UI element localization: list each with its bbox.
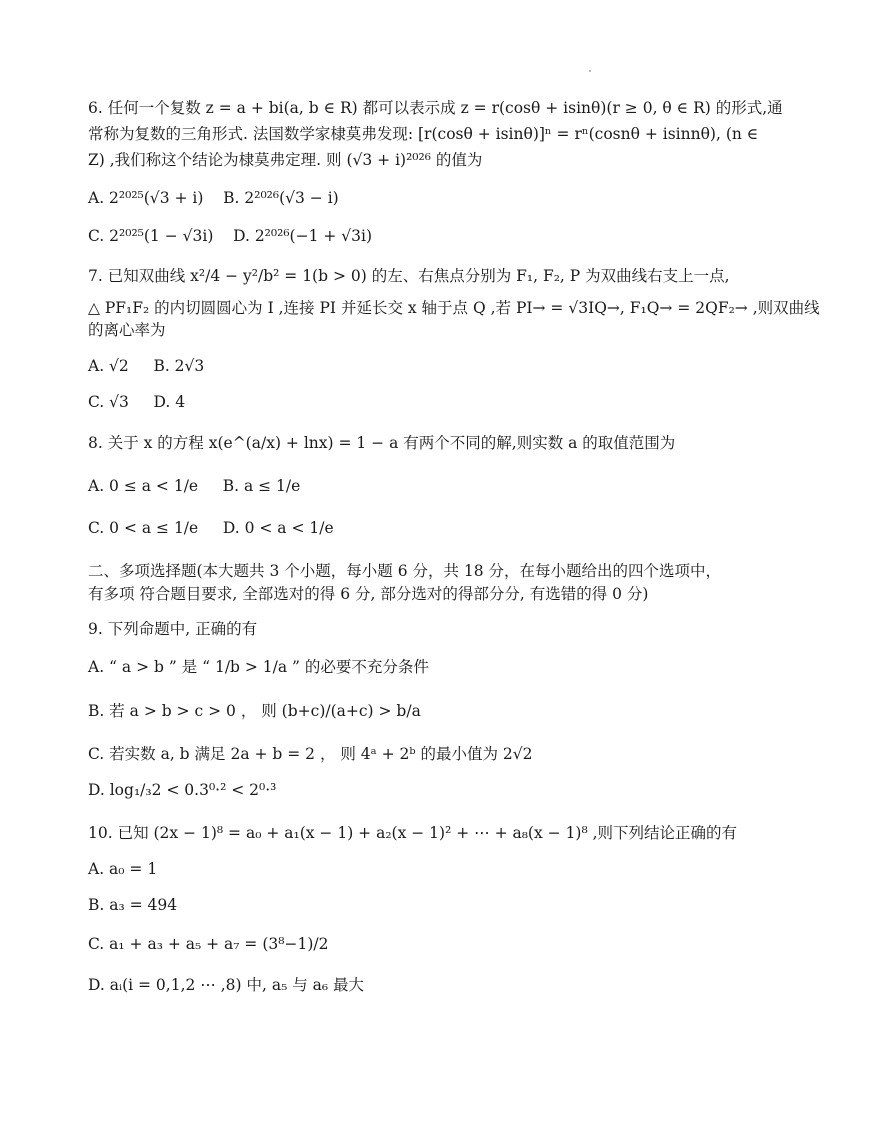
q7-option-d: D. 4 (153, 393, 186, 411)
q9-option-a: A. “ a > b ” 是 “ 1/b > 1/a ” 的必要不充分条件 (88, 658, 429, 676)
q8-option-d: D. 0 < a < 1/e (222, 519, 334, 537)
q7-stem-line1: 7. 已知双曲线 x²/4 − y²/b² = 1(b > 0) 的左、右焦点分别为 F₁, F₂, P 为双曲线右支上一点, (88, 267, 730, 285)
section2-heading-line1: 二、多项选择题(本大题共 3 个小题，每小题 6 分，共 18 分，在每小题给出的四个选项中， (88, 562, 722, 580)
section2-heading-line2: 有多项 符合题目要求, 全部选对的得 6 分, 部分选对的得部分分, 有选错的得 0 分) (88, 585, 649, 603)
q7-option-a: A. √2 (88, 357, 129, 375)
q6-options-row2 (88, 226, 788, 246)
scan-dot (589, 70, 591, 72)
q6-options-row1 (88, 188, 788, 208)
q9-option-c: C. 若实数 a, b 满足 2a + b = 2 ， 则 4ᵃ + 2ᵇ 的最小值为 2√2 (88, 745, 533, 763)
q8-option-c: C. 0 < a ≤ 1/e (88, 519, 199, 537)
q7-option-b: B. 2√3 (153, 357, 205, 375)
q8-option-a: A. 0 ≤ a < 1/e (88, 477, 199, 495)
q6-option-d: D. 2²⁰²⁶(−1 + √3i) (233, 227, 373, 245)
q10-option-c: C. a₁ + a₃ + a₅ + a₇ = (3⁸−1)/2 (88, 935, 329, 953)
q6-option-a: A. 2²⁰²⁵(√3 + i) (88, 189, 204, 207)
q6-stem-line2: 常称为复数的三角形式. 法国数学家棣莫弗发现: [r(cosθ + isinθ)]ⁿ = rⁿ(cosnθ + isinnθ), (n ∈ (88, 125, 759, 143)
q10-option-d: D. aᵢ(i = 0,1,2 ⋯ ,8) 中, a₅ 与 a₆ 最大 (88, 976, 365, 994)
q7-option-c: C. √3 (88, 393, 129, 411)
q7-options-row1 (88, 356, 788, 376)
q8-options-row1 (88, 476, 788, 496)
q10-stem: 10. 已知 (2x − 1)⁸ = a₀ + a₁(x − 1) + a₂(x − 1)² + ⋯ + a₈(x − 1)⁸ ,则下列结论正确的有 (88, 824, 738, 842)
q7-stem-line2: △ PF₁F₂ 的内切圆圆心为 I ,连接 PI 并延长交 x 轴于点 Q ,若 PI→ = √3IQ→, F₁Q→ = 2QF₂→ ,则双曲线 (88, 299, 820, 317)
q7-options-row2 (88, 392, 788, 412)
q10-option-b: B. a₃ = 494 (88, 896, 178, 914)
q6-stem-line1: 6. 任何一个复数 z = a + bi(a, b ∈ R) 都可以表示成 z = r(cosθ + isinθ)(r ≥ 0, θ ∈ R) 的形式,通 (88, 99, 783, 117)
q10-option-a: A. a₀ = 1 (88, 860, 158, 878)
q6-option-c: C. 2²⁰²⁵(1 − √3i) (88, 227, 214, 245)
q9-option-b: B. 若 a > b > c > 0 ， 则 (b+c)/(a+c) > b/a (88, 702, 421, 720)
q6-stem-line3: Z) ,我们称这个结论为棣莫弗定理. 则 (√3 + i)²⁰²⁶ 的值为 (88, 151, 483, 169)
q6-option-b: B. 2²⁰²⁶(√3 − i) (223, 189, 339, 207)
q8-stem: 8. 关于 x 的方程 x(e^(a/x) + lnx) = 1 − a 有两个不同的解,则实数 a 的取值范围为 (88, 434, 676, 452)
q7-stem-line3: 的离心率为 (88, 321, 166, 339)
q8-option-b: B. a ≤ 1/e (222, 477, 301, 495)
q9-stem: 9. 下列命题中, 正确的有 (88, 620, 258, 638)
q9-option-d: D. log₁/₃2 < 0.3⁰·² < 2⁰·³ (88, 781, 277, 799)
q8-options-row2 (88, 518, 788, 538)
